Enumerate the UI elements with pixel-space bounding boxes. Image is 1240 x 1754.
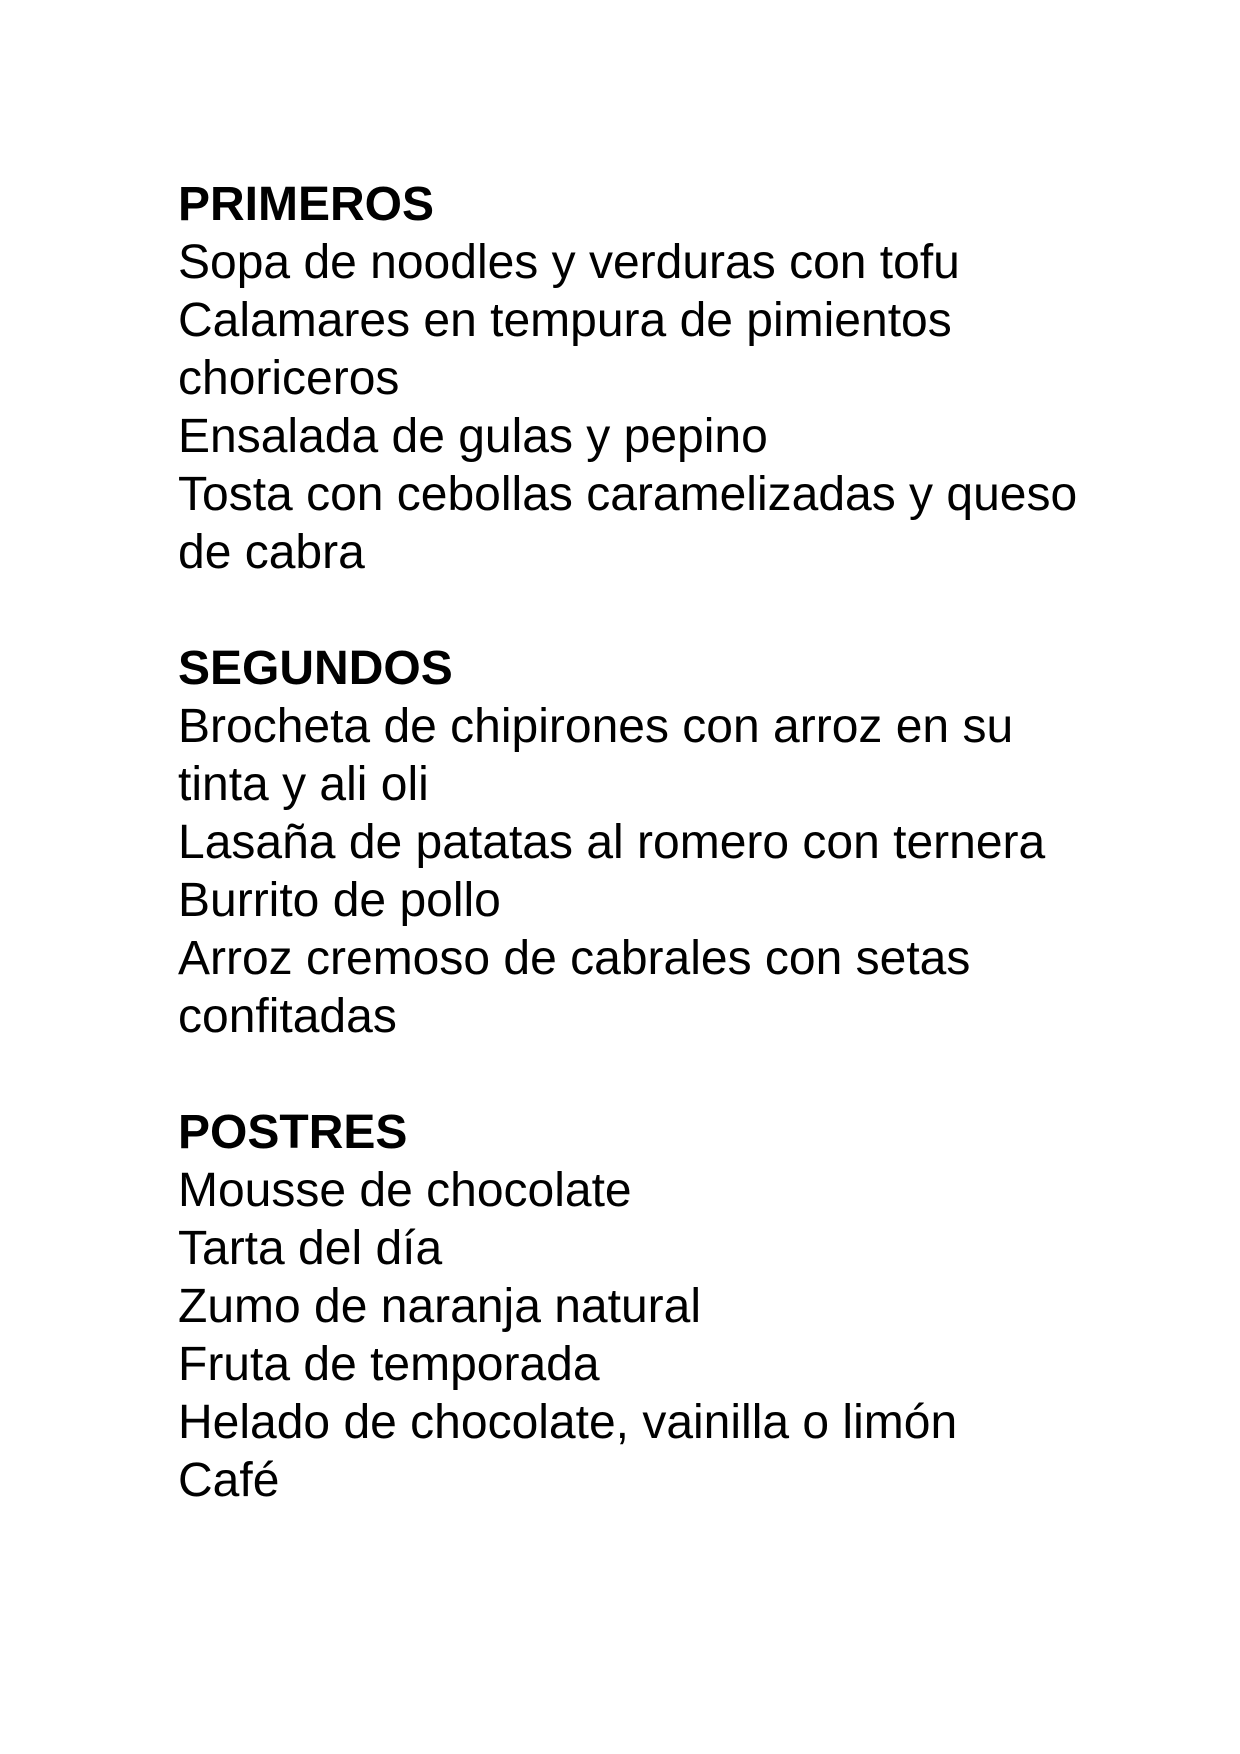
dish-item: Brocheta de chipirones con arroz en su tinta y ali oli — [178, 700, 1014, 811]
section-segundos — [178, 640, 1078, 1046]
dish-item: Zumo de naranja natural — [178, 1280, 701, 1333]
section-postres — [178, 1104, 1078, 1510]
section-primeros — [178, 176, 1078, 582]
dish-item: Mousse de chocolate — [178, 1164, 632, 1217]
dish-list-primeros — [178, 234, 1078, 582]
dish-item: Tarta del día — [178, 1222, 443, 1275]
dish-item: Fruta de temporada — [178, 1338, 600, 1391]
menu-document — [178, 176, 1078, 1510]
dish-item: Arroz cremoso de cabrales con setas confitadas — [178, 932, 971, 1043]
dish-item: Ensalada de gulas y pepino — [178, 410, 768, 463]
section-heading-postres: POSTRES — [178, 1106, 408, 1159]
section-heading-primeros: PRIMEROS — [178, 178, 435, 231]
dish-item: Café — [178, 1454, 280, 1507]
dish-item: Burrito de pollo — [178, 874, 501, 927]
dish-item: Helado de chocolate, vainilla o limón — [178, 1396, 958, 1449]
dish-list-segundos — [178, 698, 1078, 1046]
dish-list-postres — [178, 1162, 1078, 1510]
section-heading-segundos: SEGUNDOS — [178, 642, 453, 695]
dish-item: Sopa de noodles y verduras con tofu — [178, 236, 960, 289]
dish-item: Tosta con cebollas caramelizadas y queso de cabra — [178, 468, 1078, 579]
dish-item: Lasaña de patatas al romero con ternera — [178, 816, 1046, 869]
dish-item: Calamares en tempura de pimientos choriceros — [178, 294, 952, 405]
